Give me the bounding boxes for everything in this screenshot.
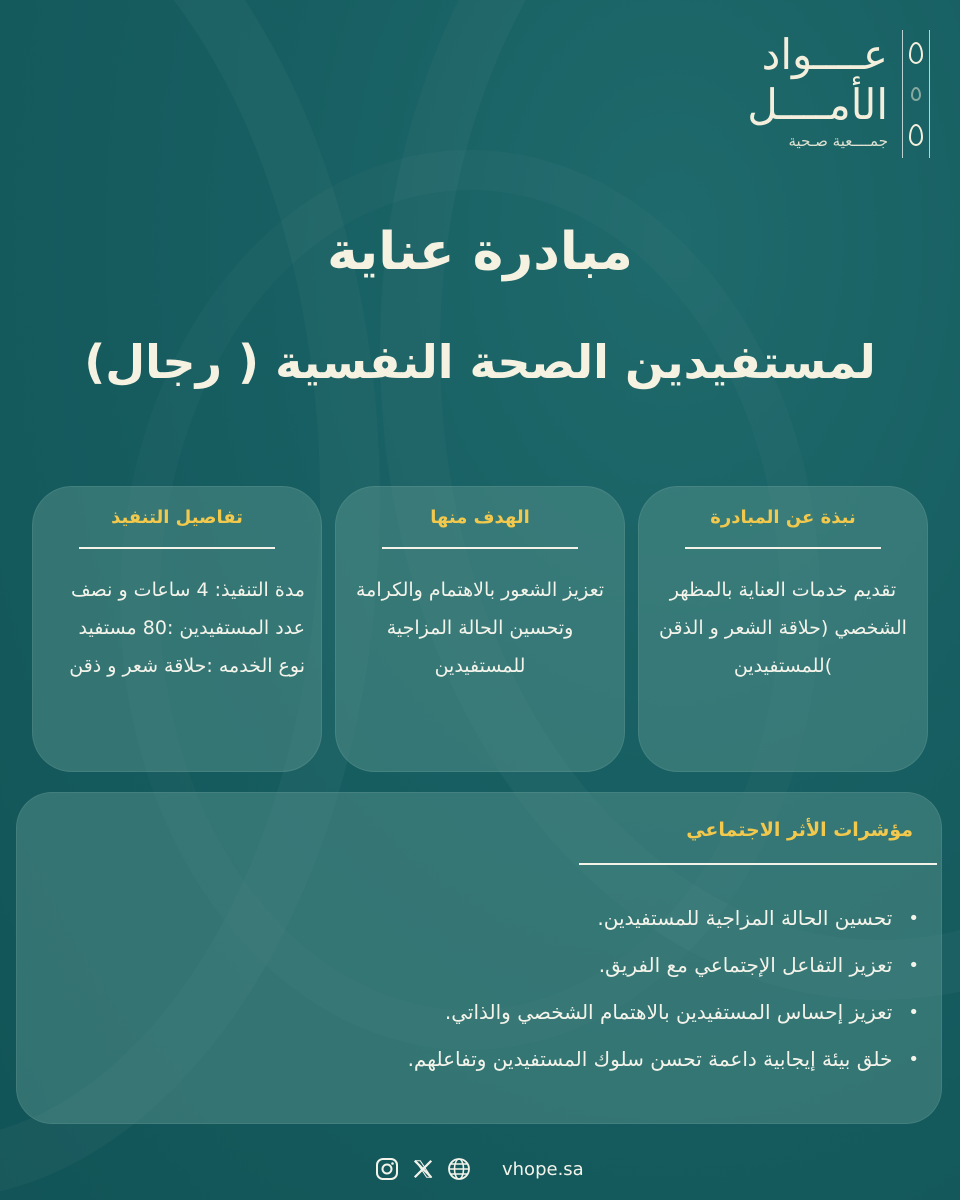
logo-line3: جمــــعية صـحية <box>788 132 888 150</box>
x-icon[interactable] <box>410 1156 436 1182</box>
page-title: مبادرة عناية <box>327 222 633 282</box>
card-about <box>638 486 928 772</box>
leaf-icon <box>902 30 930 158</box>
list-item-text: تعزيز إحساس المستفيدين بالاهتمام الشخصي والذاتي. <box>444 1000 893 1024</box>
globe-icon[interactable] <box>446 1156 472 1182</box>
divider <box>579 863 937 865</box>
footer <box>374 1152 584 1186</box>
card-details <box>32 486 322 772</box>
bullet-icon: • <box>908 1002 919 1023</box>
card-goal <box>335 486 625 772</box>
divider <box>685 547 881 549</box>
list-item <box>408 989 919 1036</box>
card-body <box>33 571 321 685</box>
divider <box>79 547 275 549</box>
bullet-icon: • <box>908 908 919 929</box>
website-link[interactable]: vhope.sa <box>502 1158 584 1180</box>
divider <box>382 547 578 549</box>
list-item-text: تحسين الحالة المزاجية للمستفيدين. <box>597 906 893 930</box>
list-item <box>408 895 919 942</box>
list-item <box>408 942 919 989</box>
impact-title: مؤشرات الأثر الاجتماعي <box>686 819 913 841</box>
impact-panel <box>16 792 942 1124</box>
list-item <box>408 1036 919 1083</box>
page-subtitle: لمستفيدين الصحة النفسية ( رجال) <box>84 335 876 389</box>
info-cards <box>32 486 928 772</box>
bullet-icon: • <box>908 1049 919 1070</box>
card-body: تعزيز الشعور بالاهتمام والكرامة وتحسين الحالة المزاجية للمستفيدين <box>355 579 605 677</box>
detail-beneficiaries: عدد المستفيدين :80 مستفيد <box>78 617 305 639</box>
detail-service-type: نوع الخدمه :حلاقة شعر و ذقن <box>69 655 305 677</box>
bullet-icon: • <box>908 955 919 976</box>
list-item-text: خلق بيئة إيجابية داعمة تحسن سلوك المستفيدين وتفاعلهم. <box>407 1047 893 1071</box>
logo-text <box>747 30 888 152</box>
list-item-text: تعزيز التفاعل الإجتماعي مع الفريق. <box>598 953 893 977</box>
card-title: تفاصيل التنفيذ <box>111 507 243 528</box>
card-title: الهدف منها <box>430 507 530 528</box>
card-body: تقديم خدمات العناية بالمظهر الشخصي (حلاقة الشعر و الذقن )للمستفيدين <box>659 579 907 677</box>
card-title: نبذة عن المبادرة <box>710 507 856 528</box>
logo <box>747 30 930 158</box>
impact-list <box>408 895 919 1083</box>
logo-line2: الأمــــل <box>747 80 888 129</box>
logo-line1: عــــواد <box>761 30 888 79</box>
instagram-icon[interactable] <box>374 1156 400 1182</box>
detail-duration: مدة التنفيذ: 4 ساعات و نصف <box>71 579 305 601</box>
